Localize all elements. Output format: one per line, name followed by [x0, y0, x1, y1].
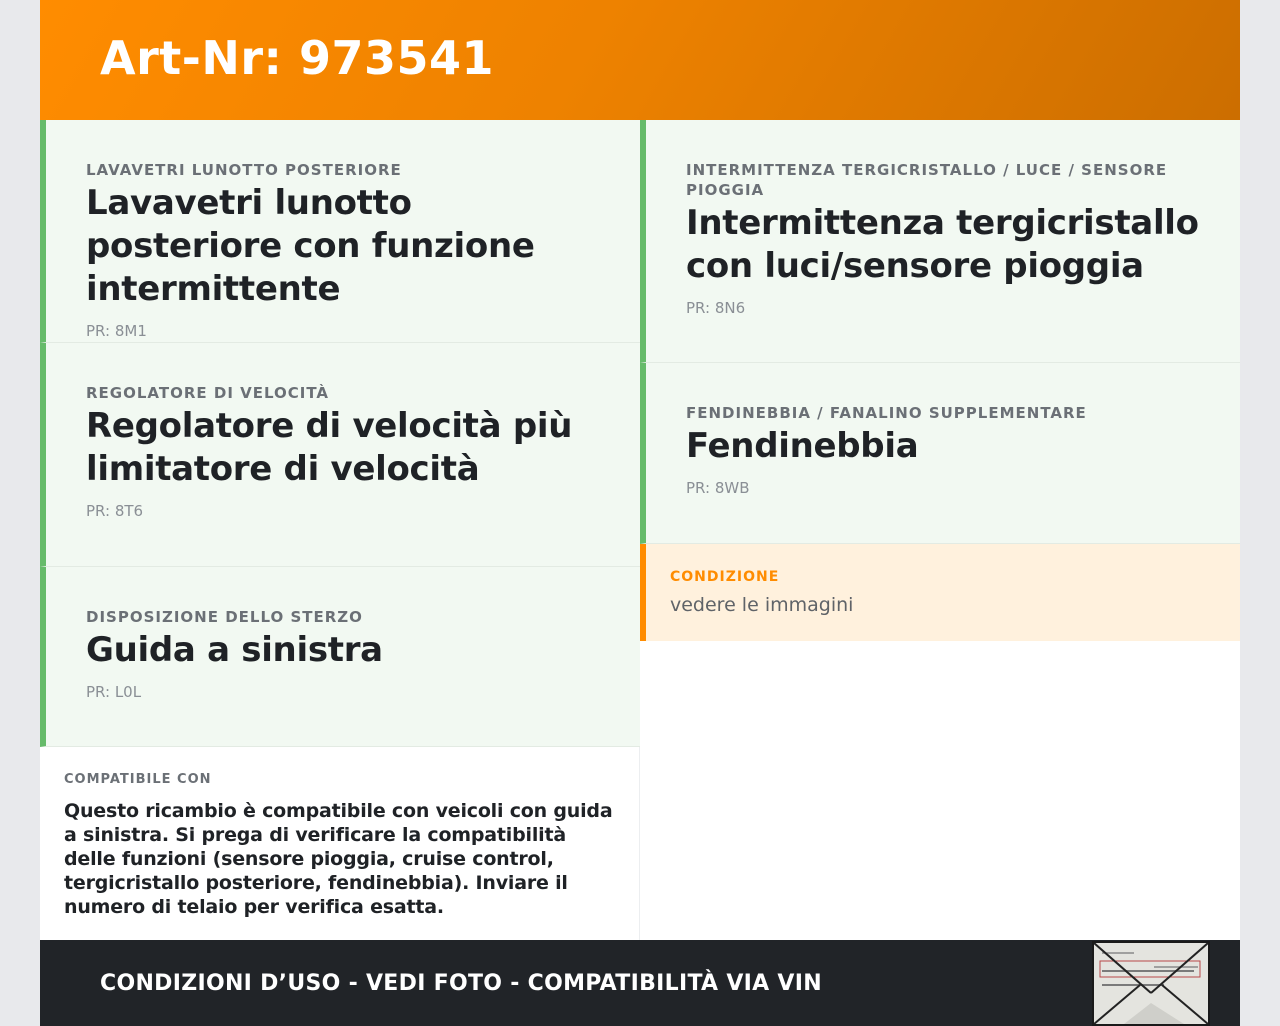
compatibility-box [40, 747, 640, 940]
feature-title: Guida a sinistra [86, 630, 383, 670]
condition-label: CONDIZIONE [670, 569, 780, 585]
footer-text: CONDIZIONI D’USO - VEDI FOTO - COMPATIBILITÀ VIA VIN [100, 971, 822, 996]
feature-pr-code: PR: 8N6 [686, 299, 746, 317]
footer-bar [40, 940, 1240, 1026]
feature-label: INTERMITTENZA TERGICRISTALLO / LUCE / SENSORE PIOGGIA [686, 161, 1168, 199]
compatibility-text: Questo ricambio è compatibile con veicoli con guida a sinistra. Si prega di verificare la compatibilità delle funzioni (sensore pioggia, cruise control, tergicristallo posteriore, fendinebbia). Inviare il numero di telaio per verifica esatta. [64, 800, 613, 918]
label-photo-image [1094, 943, 1208, 1024]
feature-pr-code: PR: 8WB [686, 479, 750, 497]
feature-title: Fendinebbia [686, 426, 919, 466]
feature-label: LAVAVETRI LUNOTTO POSTERIORE [86, 161, 402, 179]
feature-card-cruise-control [40, 343, 640, 567]
feature-label: DISPOSIZIONE DELLO STERZO [86, 608, 363, 626]
header-banner [40, 0, 1240, 120]
compatibility-label: COMPATIBILE CON [64, 772, 212, 787]
condition-value: vedere le immagini [670, 594, 854, 616]
feature-column-left [40, 120, 640, 747]
feature-pr-code: PR: L0L [86, 683, 142, 701]
product-photo-thumbnail[interactable] [1092, 941, 1210, 1026]
feature-card-steering [40, 567, 640, 747]
feature-pr-code: PR: 8M1 [86, 322, 147, 340]
feature-title: Regolatore di velocità più limitatore di velocità [86, 406, 573, 489]
feature-label: REGOLATORE DI VELOCITÀ [86, 384, 330, 402]
feature-column-right [640, 120, 1240, 544]
feature-pr-code: PR: 8T6 [86, 502, 144, 520]
feature-card-wiper-interval [640, 120, 1240, 363]
feature-card-fog-lights [640, 363, 1240, 544]
feature-label: FENDINEBBIA / FANALINO SUPPLEMENTARE [686, 404, 1087, 422]
feature-card-rear-washer [40, 120, 640, 343]
condition-box [640, 544, 1240, 641]
product-sheet [40, 0, 1240, 1026]
feature-title: Lavavetri lunotto posteriore con funzione intermittente [86, 183, 535, 309]
article-number-title: Art-Nr: 973541 [100, 31, 495, 85]
feature-title: Intermittenza tergicristallo con luci/sensore pioggia [686, 203, 1199, 286]
